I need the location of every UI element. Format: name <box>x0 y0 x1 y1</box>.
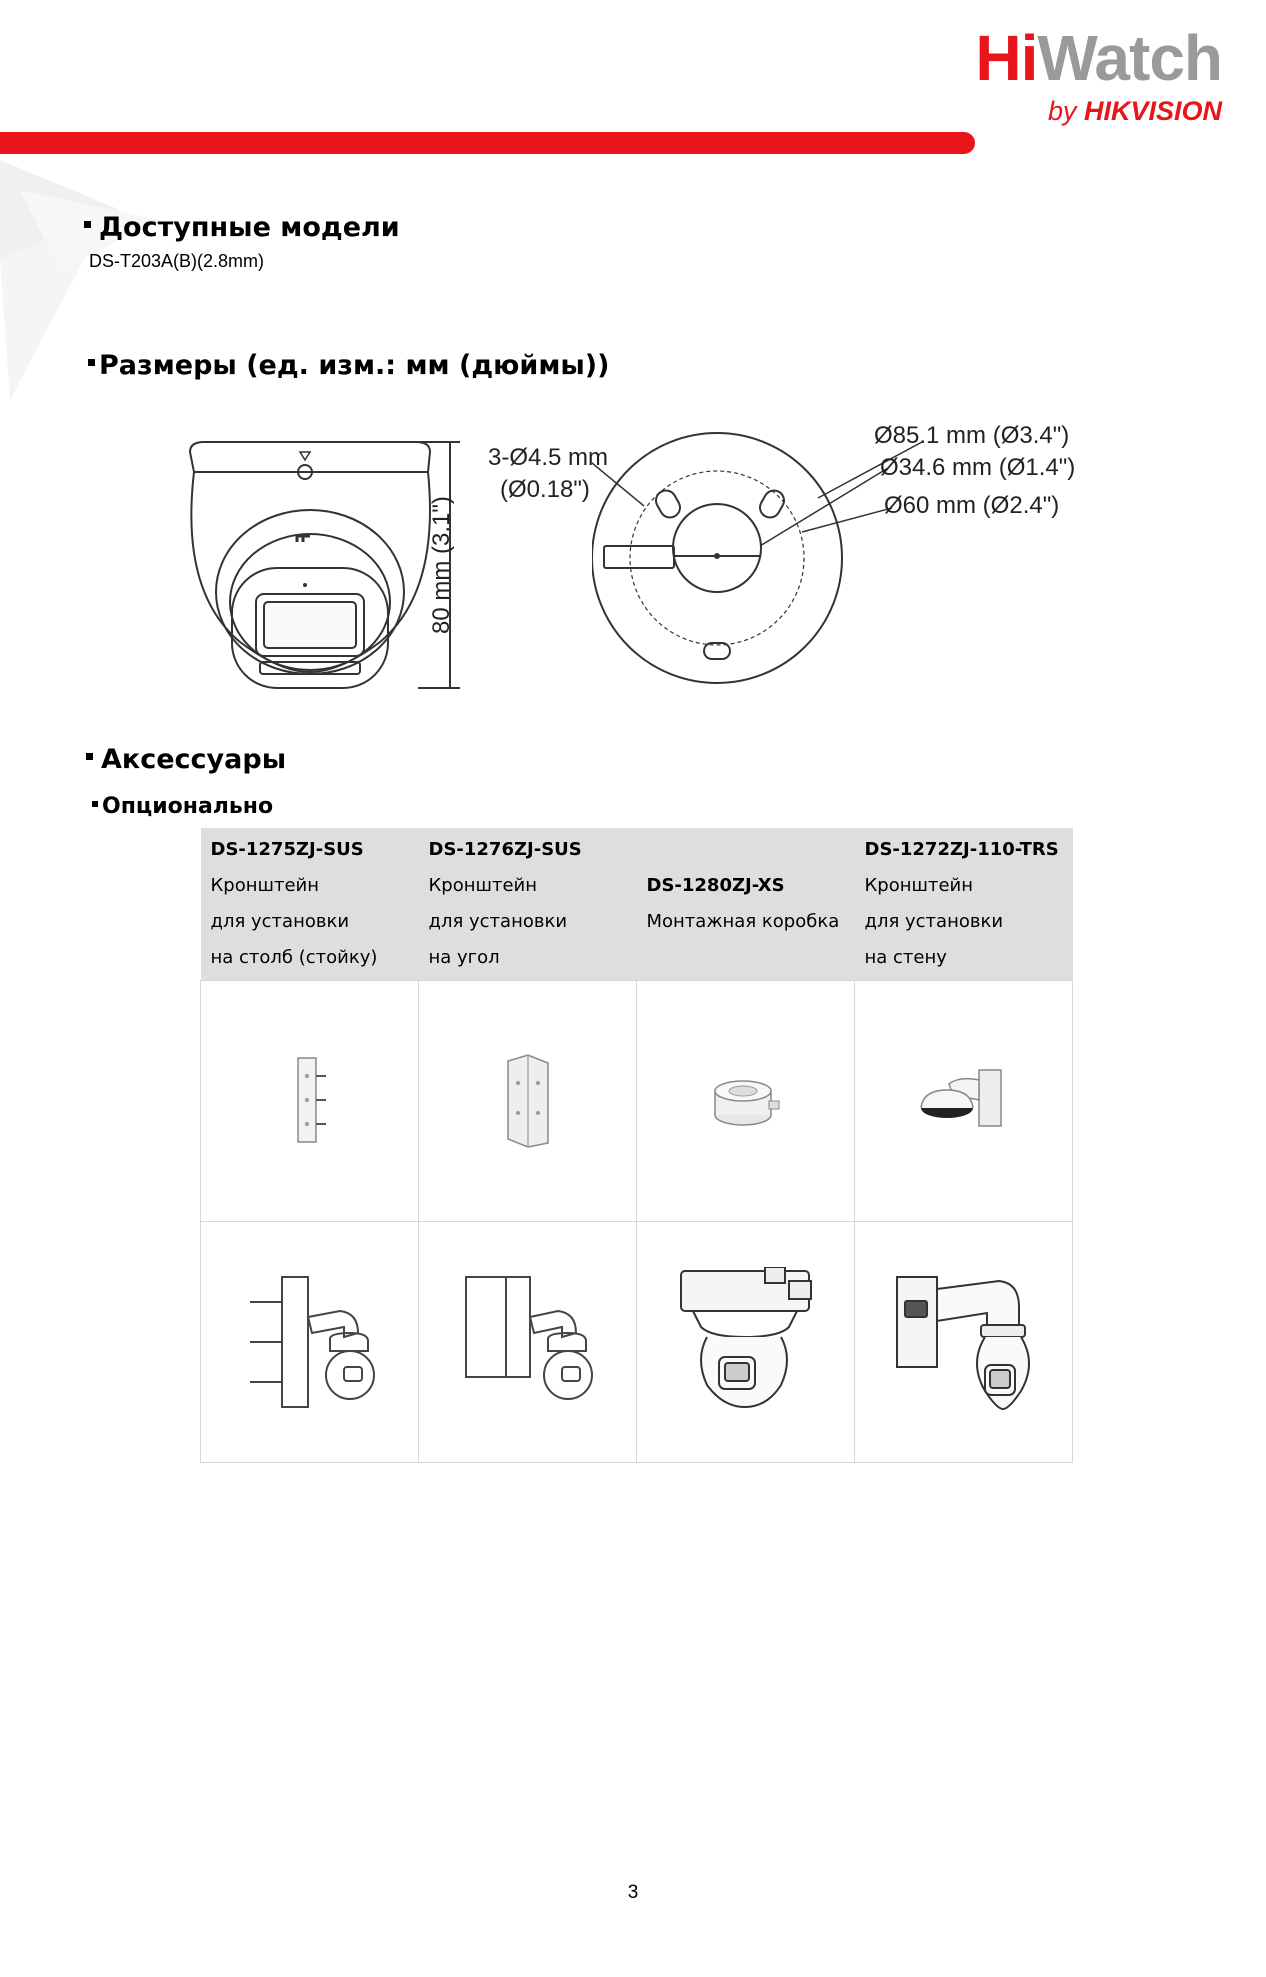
pole-mount-icon <box>280 1056 340 1146</box>
accessory-col-2 <box>419 828 637 981</box>
accessory-desc: на угол <box>428 947 500 968</box>
height-dimension-label: 80 mm (3.1") <box>428 496 455 634</box>
hikvision-tagline: by HIKVISION <box>1047 96 1222 126</box>
wall-mount-installed-icon <box>889 1267 1039 1417</box>
corner-mount-product-cell <box>419 981 637 1222</box>
page-number: 3 <box>627 1882 639 1903</box>
pole-mount-installed-icon <box>240 1267 380 1417</box>
corner-mount-install-cell <box>419 1222 637 1463</box>
diameter-34-label: Ø34.6 mm (Ø1.4") <box>880 454 1076 481</box>
junction-box-install-cell <box>637 1222 855 1463</box>
diameter-60-label: Ø60 mm (Ø2.4") <box>884 492 1060 519</box>
accessory-desc: Кронштейн <box>864 875 973 896</box>
accessory-desc: на столб (стойку) <box>210 947 378 968</box>
accessory-code: DS-1272ZJ-110-TRS <box>864 839 1059 860</box>
accessory-desc: на стену <box>864 947 947 968</box>
accessory-desc: для установки <box>210 911 350 932</box>
accessories-install-row <box>201 1222 1073 1463</box>
accessory-desc: для установки <box>428 911 568 932</box>
diameter-85-label: Ø85.1 mm (Ø3.4") <box>874 422 1070 449</box>
models-heading: Доступные модели <box>84 214 400 241</box>
accessories-heading: Аксессуары <box>86 746 286 773</box>
accessory-desc: для установки <box>864 911 1004 932</box>
accessory-col-3 <box>637 828 855 981</box>
wall-mount-product-cell <box>855 981 1073 1222</box>
accessories-product-row <box>201 981 1073 1222</box>
accessories-header-row <box>201 828 1073 981</box>
wall-mount-icon <box>919 1066 1009 1136</box>
junction-box-product-cell <box>637 981 855 1222</box>
pole-mount-install-cell <box>201 1222 419 1463</box>
holes-dimension-label-2: (Ø0.18") <box>500 476 590 503</box>
accessories-table <box>200 828 1073 1463</box>
wall-mount-install-cell <box>855 1222 1073 1463</box>
accessory-code: DS-1280ZJ-XS <box>646 875 785 896</box>
pole-mount-product-cell <box>201 981 419 1222</box>
accessory-code: DS-1276ZJ-SUS <box>428 839 582 860</box>
accessory-code: DS-1275ZJ-SUS <box>210 839 364 860</box>
camera-side-drawing <box>180 432 470 696</box>
accessory-desc: Кронштейн <box>210 875 319 896</box>
corner-mount-installed-icon <box>458 1267 598 1417</box>
accessory-col-4 <box>855 828 1073 981</box>
dimensions-heading: Размеры (ед. изм.: мм (дюймы)) <box>88 352 609 379</box>
optional-heading: Опционально <box>92 796 273 818</box>
accessory-desc: Монтажная коробка <box>646 911 840 932</box>
corner-mount-icon <box>498 1053 558 1149</box>
junction-box-icon <box>711 1071 781 1131</box>
accessory-col-1 <box>201 828 419 981</box>
holes-dimension-label-1: 3-Ø4.5 mm <box>488 444 609 471</box>
accessory-desc: Кронштейн <box>428 875 537 896</box>
junction-box-installed-icon <box>671 1267 821 1417</box>
hiwatch-logo: HiWatch <box>975 22 1222 94</box>
model-name: DS-T203A(B)(2.8mm) <box>89 251 265 271</box>
